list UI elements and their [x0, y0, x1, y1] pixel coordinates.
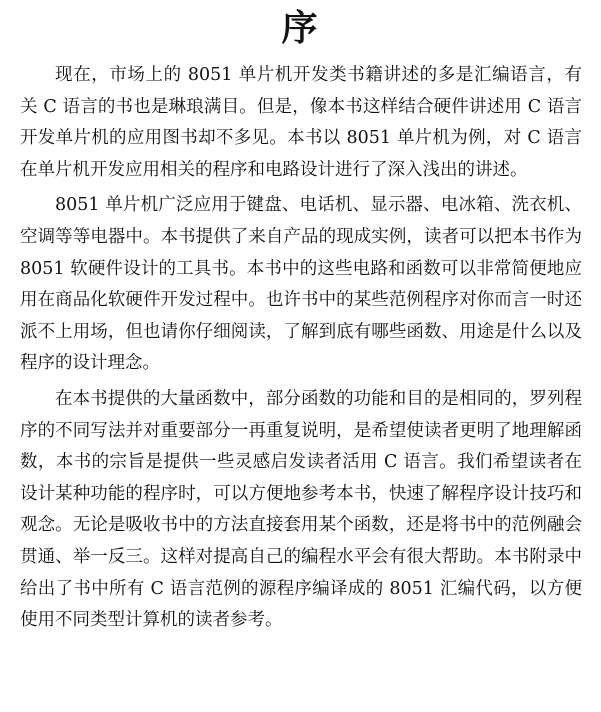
paragraph-1: 现在，市场上的 8051 单片机开发类书籍讲述的多是汇编语言，有关 C 语言的书也是琳琅满目。但是，像本书这样结合硬件讲述用 C 语言开发单片机的应用图书却不多见。本书以 8051 单片机为例，对 C 语言在单片机开发应用相关的程序和电路设计进行了深入浅出的讲述。 [20, 65, 582, 180]
page-title: 序 [281, 7, 320, 49]
body-text [20, 60, 582, 641]
paragraph-2: 8051 单片机广泛应用于键盘、电话机、显示器、电冰箱、洗衣机、空调等等电器中。本书提供了来自产品的现成实例，读者可以把本书作为 8051 软硬件设计的工具书。本书中的这些电路和函数可以非常简便地应用在商品化软硬件开发过程中。也许书中的某些范例程序对你而言一时还派不上用场，但也请你仔细阅读，了解到底有哪些函数、用途是什么以及程序的设计理念。 [20, 195, 582, 374]
paragraph-3: 在本书提供的大量函数中，部分函数的功能和目的是相同的，罗列程序的不同写法并对重要部分一再重复说明，是希望使读者更明了地理解函数，本书的宗旨是提供一些灵感启发读者活用 C 语言。我们希望读者在设计某种功能的程序时，可以方便地参考本书，快速了解程序设计技巧和观念。无论是吸收书中的方法直接套用某个函数，还是将书中的范例融会贯通、举一反三。这样对提高自己的编程水平会有很大帮助。本书附录中给出了书中所有 C 语言范例的源程序编译成的 8051 汇编代码，以方便使用不同类型计算机的读者参考。 [20, 388, 582, 631]
